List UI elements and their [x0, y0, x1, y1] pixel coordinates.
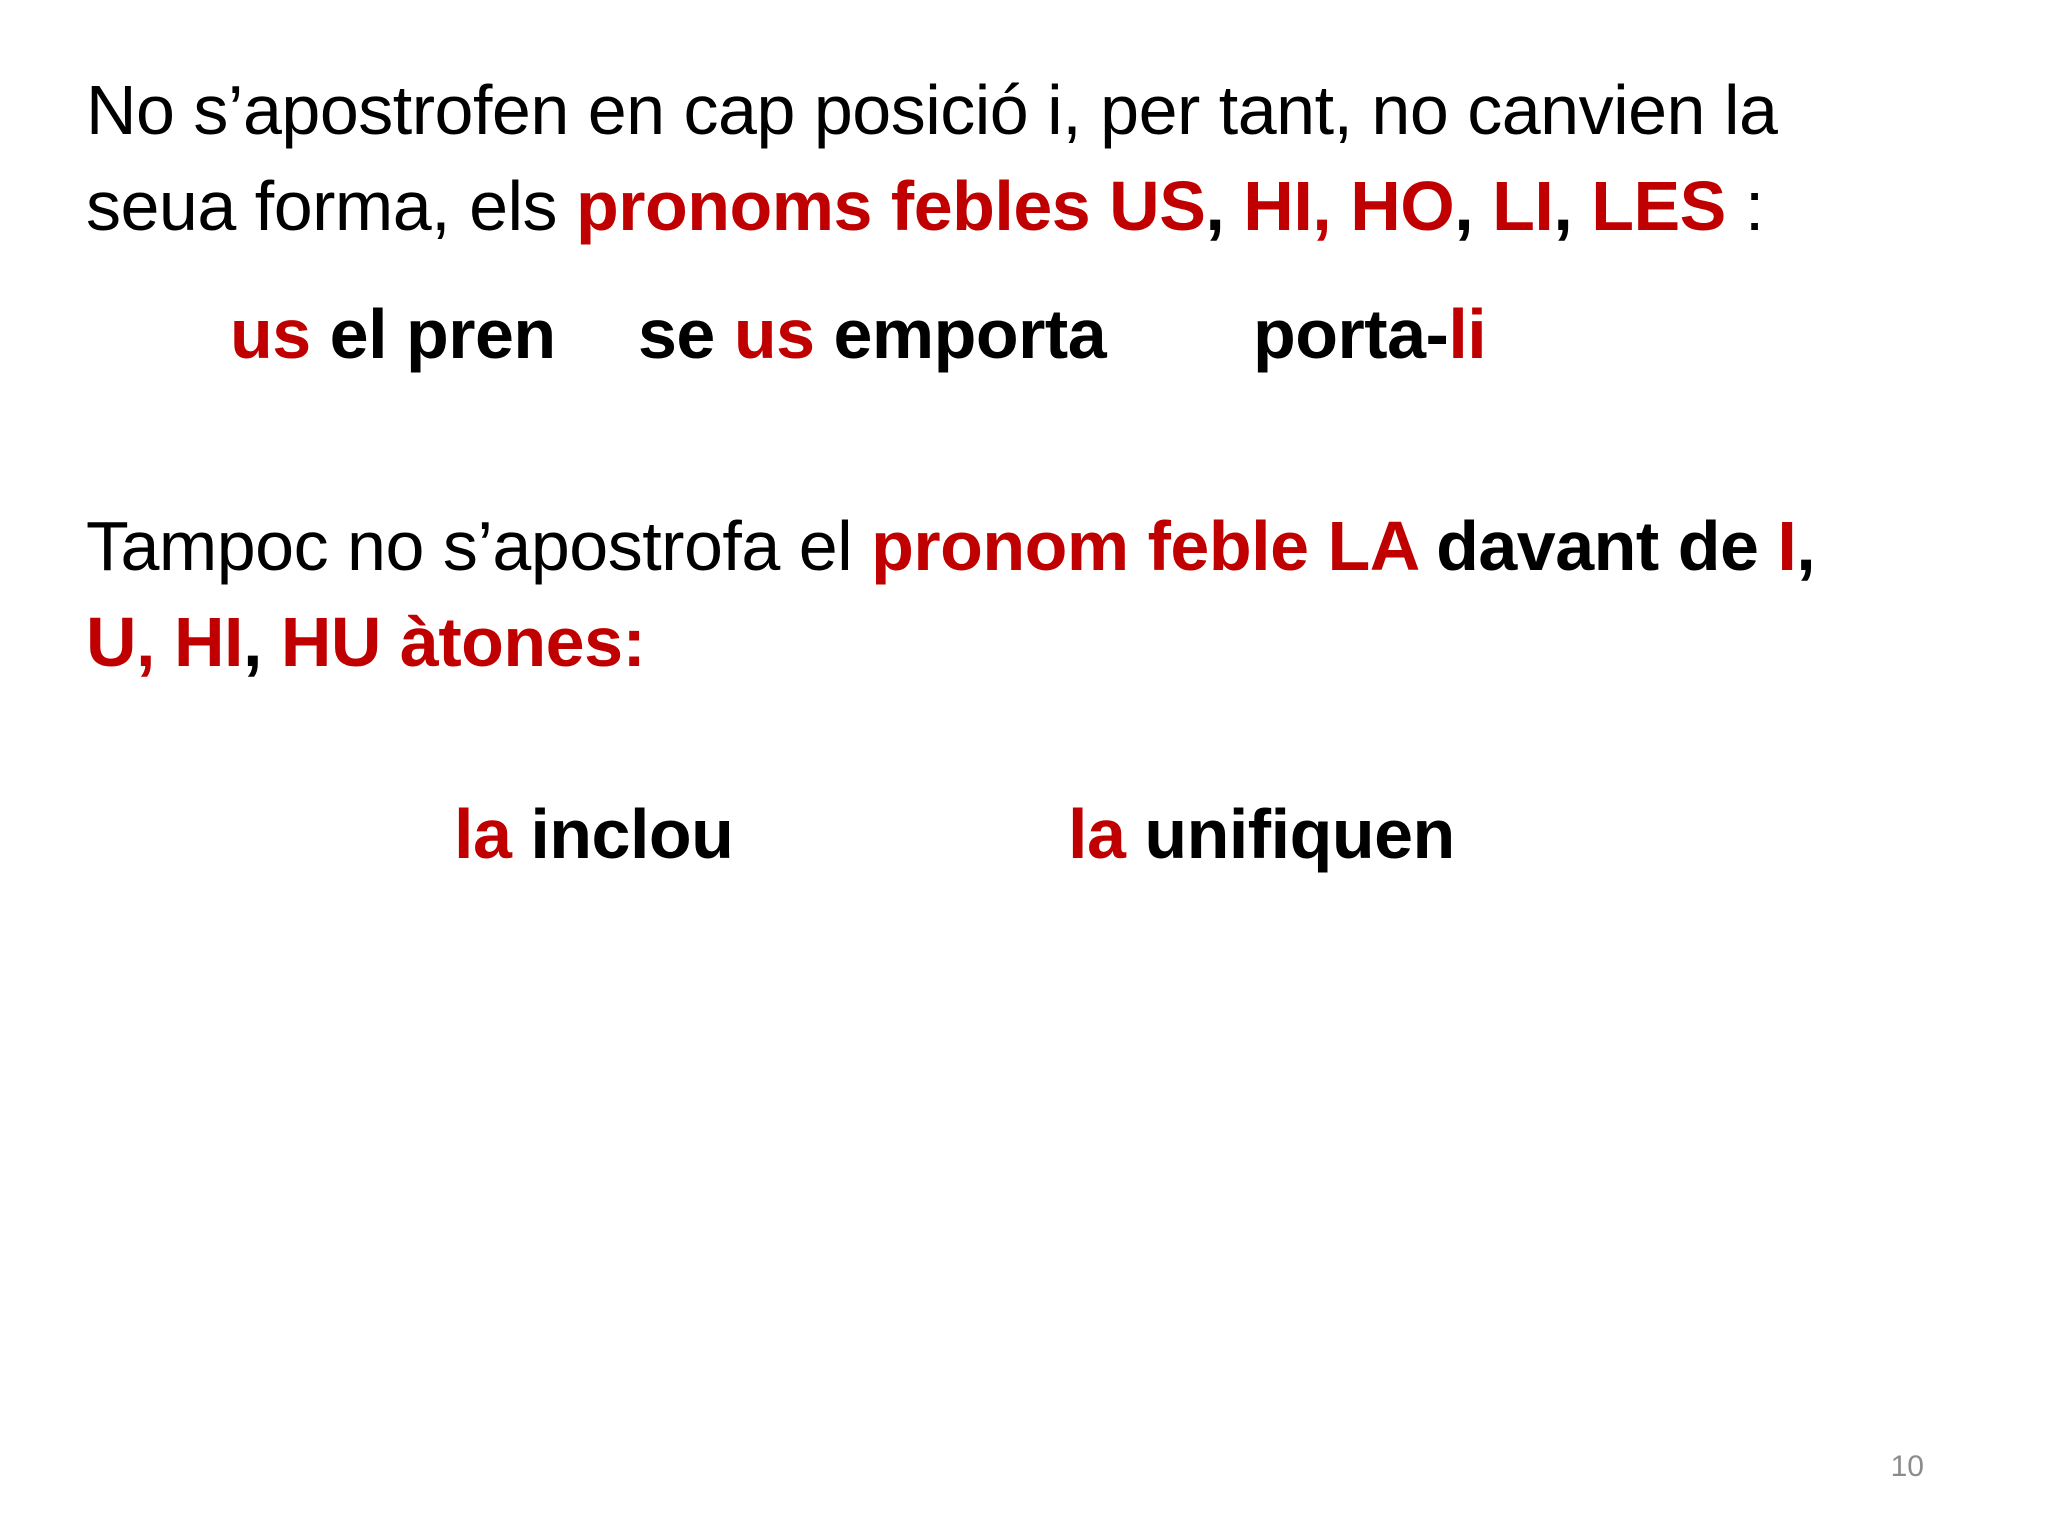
example-verb: inclou [511, 795, 734, 873]
paragraph-apostrophe-rule [86, 62, 1966, 254]
davant-de-text: davant de [1417, 507, 1778, 585]
separator-comma: , [1454, 167, 1474, 245]
highlight-i: I [1777, 507, 1797, 585]
separator-comma: , [1796, 507, 1816, 585]
highlight-hi-ho: HI, HO [1224, 167, 1455, 245]
example-verb: el pren [310, 295, 556, 373]
example-pronoun: la [454, 795, 512, 873]
highlight-hu-atones: HU àtones: [261, 603, 646, 681]
examples-row-2 [0, 786, 2048, 882]
example-pronoun: us [230, 295, 311, 373]
highlight-les: LES [1572, 167, 1726, 245]
example-porta-li [1253, 286, 1486, 382]
colon: : [1725, 167, 1764, 245]
highlight-pronom-feble-la: pronom feble LA [871, 507, 1418, 585]
example-la-unifiquen [1068, 786, 1455, 882]
separator-comma: , [1553, 167, 1573, 245]
rule-text: Tampoc no s’apostrofa el [86, 507, 872, 585]
paragraph-la-rule [86, 498, 1966, 690]
example-pronoun: li [1448, 295, 1487, 373]
paragraph-line [86, 498, 1966, 594]
separator-comma: , [242, 603, 262, 681]
separator-comma: , [1205, 167, 1225, 245]
paragraph-line [86, 594, 1966, 690]
rule-text: seua forma, els [86, 167, 576, 245]
example-us-el-pren [230, 286, 556, 382]
page-number: 10 [1890, 1450, 1924, 1483]
rule-text: No s’apostrofen en cap posició i, per tant, no canvien la [86, 71, 1778, 149]
example-verb: porta- [1253, 295, 1449, 373]
examples-row-1 [0, 286, 2048, 382]
example-pronoun: la [1068, 795, 1126, 873]
example-prefix: se [638, 295, 734, 373]
paragraph-line [86, 62, 1966, 158]
example-verb: emporta [814, 295, 1107, 373]
example-verb: unifiquen [1125, 795, 1455, 873]
highlight-pronoms-febles-us: pronoms febles US [576, 167, 1206, 245]
highlight-u-hi: U, HI [86, 603, 243, 681]
example-pronoun: us [733, 295, 815, 373]
highlight-li: LI [1473, 167, 1554, 245]
example-se-us-emporta [638, 286, 1106, 382]
paragraph-line [86, 158, 1966, 254]
example-la-inclou [454, 786, 733, 882]
